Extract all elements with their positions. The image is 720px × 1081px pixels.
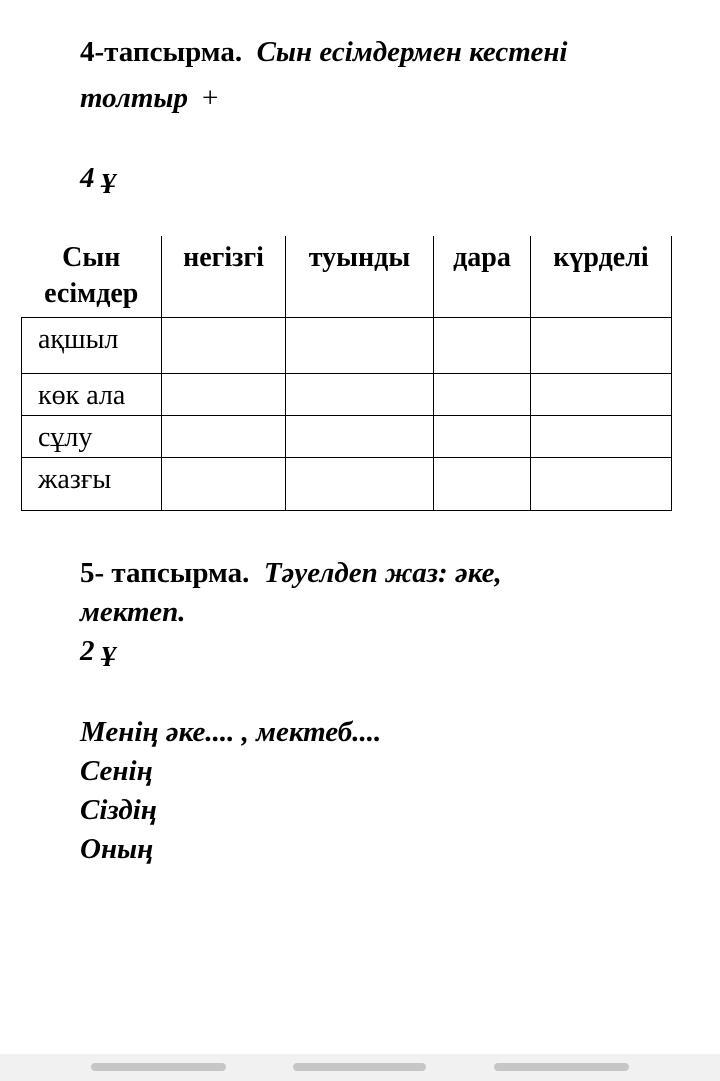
- table-cell-blank[interactable]: [162, 416, 286, 458]
- table-cell-blank[interactable]: [434, 318, 531, 374]
- task-4-title-line-2: [80, 80, 218, 116]
- table-cell-blank[interactable]: [531, 374, 672, 416]
- table-cell-blank[interactable]: [162, 318, 286, 374]
- answer-line-4: Оның: [80, 833, 154, 865]
- task-5-title-line: [80, 555, 502, 591]
- task-4-score: 4 ұ: [80, 162, 117, 194]
- task-4-instruction-continued: толтыр: [80, 82, 189, 114]
- table-cell-blank[interactable]: [286, 458, 434, 511]
- table-cell-blank[interactable]: [434, 374, 531, 416]
- table-cell-blank[interactable]: [531, 416, 672, 458]
- task-4-number: 4-тапсырма.: [80, 36, 243, 68]
- table-row: [22, 458, 672, 511]
- table-cell-blank[interactable]: [162, 374, 286, 416]
- task-5-score: 2 ұ: [80, 635, 117, 667]
- table-cell-blank[interactable]: [434, 416, 531, 458]
- header-cell-compound: күрделі: [531, 236, 672, 318]
- header-cell-basic: негізгі: [162, 236, 286, 318]
- table-cell-word: ақшыл: [22, 318, 162, 374]
- table-cell-word: жазғы: [22, 458, 162, 511]
- task-5-instruction-continued: мектеп.: [80, 596, 186, 628]
- table-cell-blank[interactable]: [531, 318, 672, 374]
- table-cell-blank[interactable]: [286, 374, 434, 416]
- header-cell-simple: дара: [434, 236, 531, 318]
- table-cell-word: көк ала: [22, 374, 162, 416]
- task-4-instruction: Сын есімдермен кестені: [256, 36, 568, 68]
- task-5-instruction: Тәуелдеп жаз: әке,: [263, 557, 502, 589]
- answer-line-3: Сіздің: [80, 794, 157, 826]
- table-cell-blank[interactable]: [162, 458, 286, 511]
- answer-line-2: Сенің: [80, 755, 153, 787]
- nav-handle-center[interactable]: [293, 1063, 426, 1071]
- table-row: [22, 318, 672, 374]
- nav-handle-left[interactable]: [91, 1063, 226, 1071]
- table-cell-blank[interactable]: [531, 458, 672, 511]
- plus-sign: +: [202, 82, 219, 114]
- table-cell-blank[interactable]: [286, 416, 434, 458]
- adjectives-table: [21, 236, 672, 511]
- table-cell-word: сұлу: [22, 416, 162, 458]
- table-cell-blank[interactable]: [286, 318, 434, 374]
- table-row: [22, 374, 672, 416]
- table-header-row: [22, 236, 672, 318]
- table-row: [22, 416, 672, 458]
- table-cell-blank[interactable]: [434, 458, 531, 511]
- header-cell-derived: туынды: [286, 236, 434, 318]
- bottom-navigation-bar: [0, 1054, 720, 1081]
- answer-line-1: Менің әке.... , мектеб....: [80, 716, 382, 748]
- task-4-title-line: [80, 34, 568, 70]
- header-cell-adjectives: Сын есімдер: [22, 236, 162, 318]
- nav-handle-right[interactable]: [494, 1063, 629, 1071]
- task-5-number: 5- тапсырма.: [80, 557, 250, 589]
